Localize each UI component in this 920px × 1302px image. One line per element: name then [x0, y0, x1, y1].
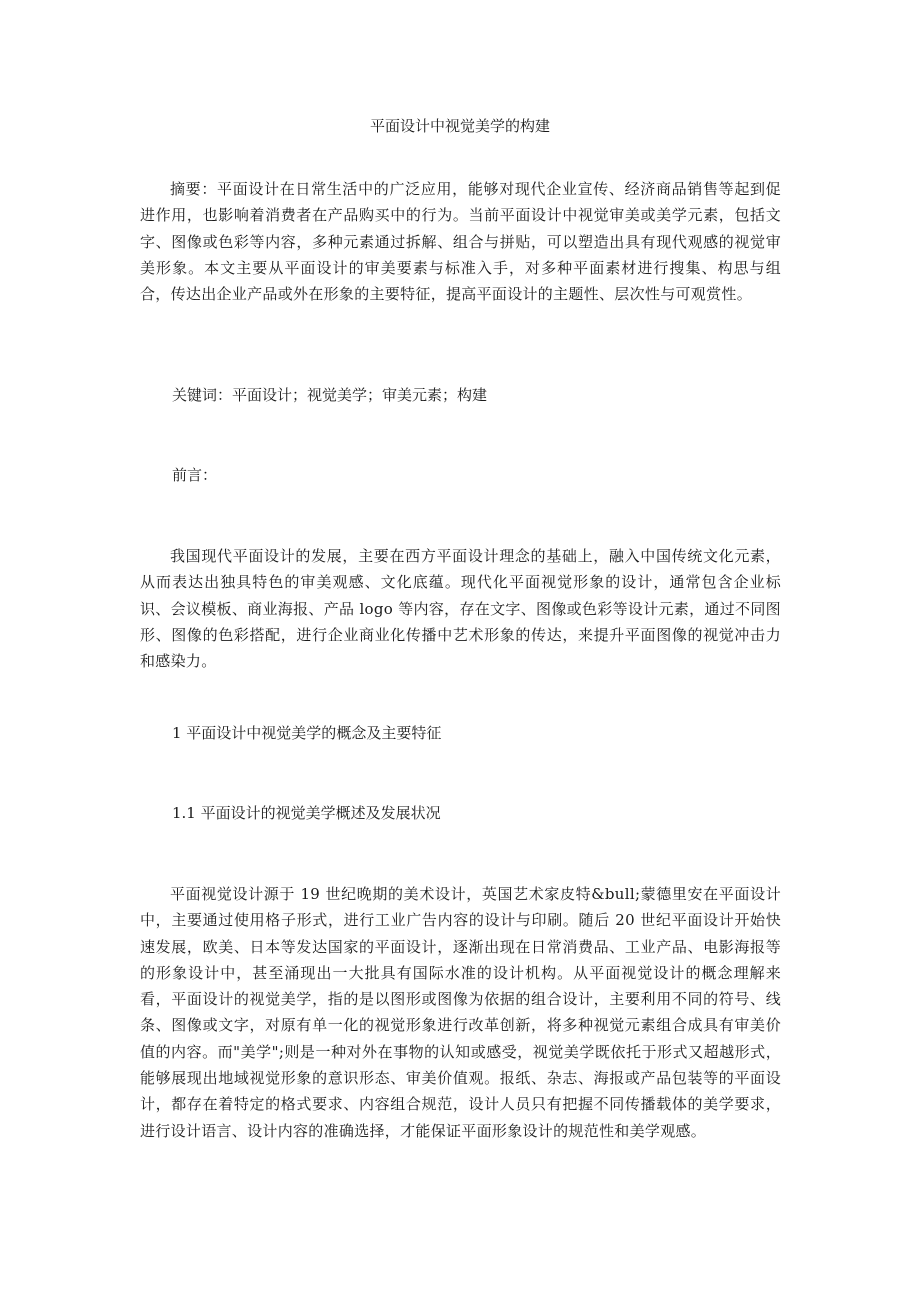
keywords-line: 关键词：平面设计；视觉美学；审美元素；构建: [172, 386, 488, 404]
intro-paragraph: 我国现代平面设计的发展，主要在西方平面设计理念的基础上，融入中国传统文化元素，从而表达出独具特色的审美观感、文化底蕴。现代化平面视觉形象的设计，通常包含企业标识、会议模板、商业海报、产品 logo 等内容，存在文字、图像或色彩等设计元素，通过不同图形、图像的色彩搭配，进行企业商业化传播中艺术形象的传达，来提升平面图像的视觉冲击力和感染力。: [140, 547, 781, 671]
section-1-1-paragraph: 平面视觉设计源于 19 世纪晚期的美术设计，英国艺术家皮特&bull;蒙德里安在平面设计中，主要通过使用格子形式，进行工业广告内容的设计与印刷。随后 20 世纪平面设计开始快速发展，欧美、日本等发达国家的平面设计，逐渐出现在日常消费品、工业产品、电影海报等的形象设计中，甚至涌现出一大批具有国际水准的设计机构。从平面视觉设计的概念理解来看，平面设计的视觉美学，指的是以图形或图像为依据的组合设计，主要利用不同的符号、线条、图像或文字，对原有单一化的视觉形象进行改革创新，将多种视觉元素组合成具有审美价值的内容。而"美学";则是一种对外在事物的认知或感受，视觉美学既依托于形式又超越形式，能够展现出地域视觉形象的意识形态、审美价值观。报纸、杂志、海报或产品包装等的平面设计，都存在着特定的格式要求、内容组合规范，设计人员只有把握不同传播载体的美学要求，进行设计语言、设计内容的准确选择，才能保证平面形象设计的规范性和美学观感。: [140, 885, 781, 1140]
preface-label: 前言：: [172, 466, 218, 484]
document-title: 平面设计中视觉美学的构建: [369, 117, 550, 135]
section-1-1-heading: 1.1 平面设计的视觉美学概述及发展状况: [172, 804, 441, 822]
abstract-paragraph: 摘要：平面设计在日常生活中的广泛应用，能够对现代企业宣传、经济商品销售等起到促进作用，也影响着消费者在产品购买中的行为。当前平面设计中视觉审美或美学元素，包括文字、图像或色彩等内容，多种元素通过拆解、组合与拼贴，可以塑造出具有现代观感的视觉审美形象。本文主要从平面设计的审美要素与标准入手，对多种平面素材进行搜集、构思与组合，传达出企业产品或外在形象的主要特征，提高平面设计的主题性、层次性与可观赏性。: [140, 180, 781, 304]
section-1-heading: 1 平面设计中视觉美学的概念及主要特征: [172, 724, 442, 742]
